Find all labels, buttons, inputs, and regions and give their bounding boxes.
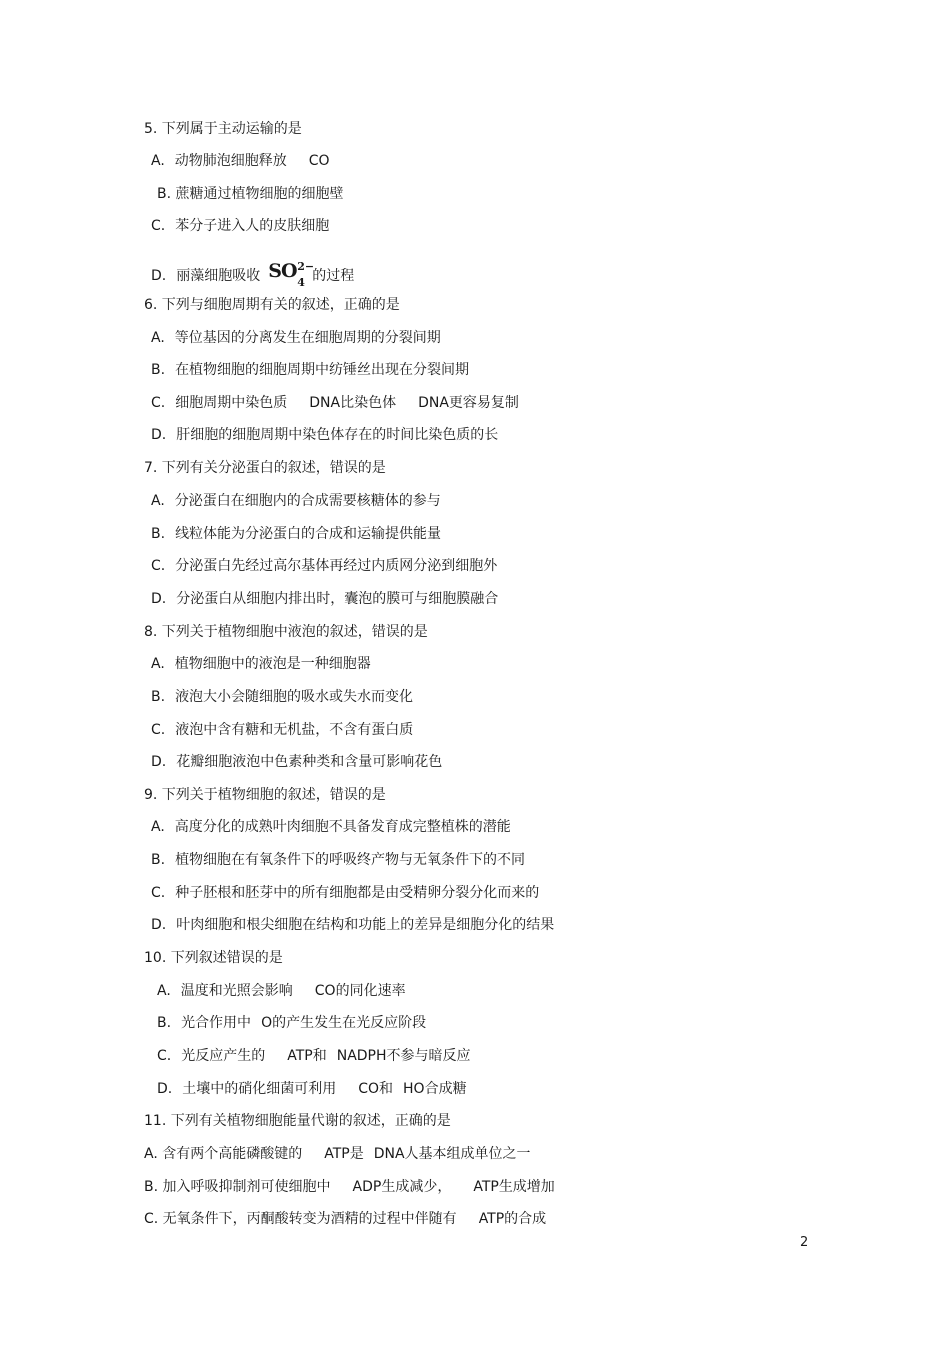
q9-option-a <box>151 818 511 836</box>
option-mid: CO和 <box>358 1081 394 1097</box>
option-label: C. <box>151 885 166 901</box>
q10-stem: 10. 下列叙述错误的是 <box>144 950 283 966</box>
q5-option-c <box>151 217 329 235</box>
option-tail: CO的同化速率 <box>314 983 406 999</box>
q8-option-a <box>151 655 371 673</box>
q8-option-c <box>151 721 413 739</box>
q6-option-d <box>151 426 498 444</box>
option-text: 液泡大小会随细胞的吸水或失水而变化 <box>175 689 414 705</box>
q7-option-b <box>151 525 441 543</box>
q11-option-b <box>144 1178 555 1196</box>
option-text: 高度分化的成熟叶肉细胞不具备发育成完整植株的潜能 <box>174 819 511 835</box>
q10-option-d <box>157 1080 467 1098</box>
option-tail: DNA更容易复制 <box>418 395 519 411</box>
option-label: A. <box>151 153 165 169</box>
option-text: 分泌蛋白从细胞内排出时，囊泡的膜可与细胞膜融合 <box>176 591 499 607</box>
q10-option-b <box>157 1014 426 1032</box>
q10-option-c <box>157 1047 471 1065</box>
option-text: 植物细胞中的液泡是一种细胞器 <box>174 656 371 672</box>
option-label: C. <box>151 558 166 574</box>
option-text: 动物肺泡细胞释放 <box>174 153 287 169</box>
q8-option-d <box>151 753 442 771</box>
q11-option-a <box>144 1145 531 1163</box>
q9-stem: 9. 下列关于植物细胞的叙述，错误的是 <box>144 787 386 803</box>
option-text: 温度和光照会影响 <box>180 983 293 999</box>
option-mid: ADP生成减少， <box>352 1179 452 1195</box>
q6-stem: 6. 下列与细胞周期有关的叙述，正确的是 <box>144 297 400 313</box>
q9-option-b <box>151 851 525 869</box>
option-text: 在植物细胞的细胞周期中纺锤丝出现在分裂间期 <box>175 362 470 378</box>
q5-option-d <box>151 262 354 288</box>
q10-option-a <box>157 982 406 1000</box>
option-label: A. <box>151 819 165 835</box>
option-text: 分泌蛋白在细胞内的合成需要核糖体的参与 <box>174 493 441 509</box>
option-label: D. <box>151 427 167 443</box>
q8-stem: 8. 下列关于植物细胞中液泡的叙述，错误的是 <box>144 624 428 640</box>
option-text: 肝细胞的细胞周期中染色体存在的时间比染色质的长 <box>176 427 499 443</box>
option-label: B. <box>151 526 166 542</box>
option-text: 液泡中含有糖和无机盐，不含有蛋白质 <box>175 722 414 738</box>
page-number: 2 <box>800 1235 809 1250</box>
option-text: 线粒体能为分泌蛋白的合成和运输提供能量 <box>175 526 442 542</box>
option-label: D. <box>151 591 167 607</box>
option-tail: ATP生成增加 <box>473 1179 555 1195</box>
q5-stem: 5. 下列属于主动运输的是 <box>144 121 302 137</box>
q9-option-d <box>151 916 554 934</box>
option-label: A. <box>151 493 165 509</box>
option-text: 等位基因的分离发生在细胞周期的分裂间期 <box>174 330 441 346</box>
option-tail: 的过程 <box>312 268 355 284</box>
q7-option-d <box>151 590 498 608</box>
option-text: 光合作用中 <box>181 1015 252 1031</box>
q6-option-c <box>151 394 519 412</box>
option-text: 土壤中的硝化细菌可利用 <box>182 1081 337 1097</box>
option-mid: DNA比染色体 <box>309 395 397 411</box>
q5-option-b: B. 蔗糖通过植物细胞的细胞壁 <box>157 186 344 202</box>
q7-stem: 7. 下列有关分泌蛋白的叙述，错误的是 <box>144 460 386 476</box>
option-text: 苯分子进入人的皮肤细胞 <box>175 218 330 234</box>
option-text: 细胞周期中染色质 <box>175 395 288 411</box>
option-label: B. <box>157 1015 172 1031</box>
option-label: C. <box>157 1048 172 1064</box>
option-text: 丽藻细胞吸收 <box>176 268 261 284</box>
q11-stem: 11. 下列有关植物细胞能量代谢的叙述，正确的是 <box>144 1113 451 1129</box>
option-mid: ATP是 <box>324 1146 364 1162</box>
option-tail: O的产生发生在光反应阶段 <box>261 1015 427 1031</box>
option-text: B. 加入呼吸抑制剂可使细胞中 <box>144 1179 331 1195</box>
option-text: 种子胚根和胚芽中的所有细胞都是由受精卵分裂分化而来的 <box>175 885 540 901</box>
option-label: B. <box>151 689 166 705</box>
q6-option-b <box>151 361 469 379</box>
sulfate-formula: SO 2− 4 <box>268 260 315 289</box>
option-text: A. 含有两个高能磷酸键的 <box>144 1146 303 1162</box>
option-label: D. <box>157 1081 173 1097</box>
option-text: C. 无氧条件下，丙酮酸转变为酒精的过程中伴随有 <box>144 1211 457 1227</box>
option-label: D. <box>151 917 167 933</box>
option-text: 花瓣细胞液泡中色素种类和含量可影响花色 <box>176 754 443 770</box>
formula: CO <box>308 153 330 169</box>
q7-option-c <box>151 557 497 575</box>
option-tail: ATP的合成 <box>478 1211 547 1227</box>
option-label: A. <box>157 983 171 999</box>
option-tail: DNA人基本组成单位之一 <box>373 1146 531 1162</box>
option-tail: HO合成糖 <box>403 1081 467 1097</box>
q6-option-a <box>151 329 441 347</box>
option-label: A. <box>151 656 165 672</box>
option-text: 叶肉细胞和根尖细胞在结构和功能上的差异是细胞分化的结果 <box>176 917 555 933</box>
option-text: 植物细胞在有氧条件下的呼吸终产物与无氧条件下的不同 <box>175 852 526 868</box>
option-tail: NADPH不参与暗反应 <box>336 1048 471 1064</box>
option-label: D. <box>151 268 167 284</box>
option-label: A. <box>151 330 165 346</box>
q11-option-c <box>144 1210 546 1228</box>
option-label: D. <box>151 754 167 770</box>
option-label: C. <box>151 395 166 411</box>
q5-option-a <box>151 152 330 170</box>
option-mid: ATP和 <box>287 1048 327 1064</box>
q9-option-c <box>151 884 539 902</box>
option-text: 分泌蛋白先经过高尔基体再经过内质网分泌到细胞外 <box>175 558 498 574</box>
option-label: C. <box>151 218 166 234</box>
q7-option-a <box>151 492 441 510</box>
option-label: C. <box>151 722 166 738</box>
option-label: B. <box>151 362 166 378</box>
option-text: 光反应产生的 <box>181 1048 266 1064</box>
q8-option-b <box>151 688 413 706</box>
option-label: B. <box>151 852 166 868</box>
